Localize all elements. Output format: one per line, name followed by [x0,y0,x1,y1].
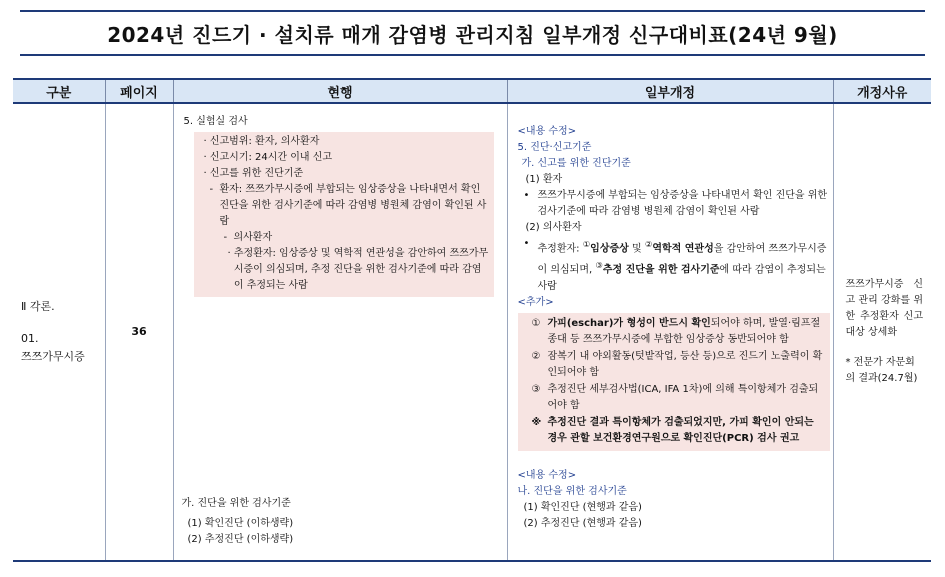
addition-bold: 가피(eschar)가 형성이 반드시 확인 [547,317,711,329]
amendment-subsection: 가. 신고를 위한 진단기준 [521,158,631,169]
comparison-table [13,78,931,562]
current-line [198,230,490,246]
suspect-label: (2) 의사환자 [525,222,582,233]
suspect-bold-3: 추정 진단을 위한 검사기준 [602,264,720,276]
circled-number: ③ [531,383,541,395]
bullet-mark: - [209,184,220,195]
addition-text: 되어야 하며, 발열·림프절종대 등 쯔쯔가무시증에 부합한 임상증상 동반되어야 함 [547,317,821,345]
category-section: Ⅱ 각론. [21,300,55,313]
addition-text: 잠복기 내 야외활동(텃밭작업, 등산 등)으로 진드기 노출력이 확인되어야 함 [547,350,823,378]
header-category: 구분 [13,79,105,103]
current-line [198,246,490,294]
suspect-mid-2: 을 감안하여 쯔쯔가무시증이 의심되며, [537,243,827,276]
bullet-mark: · [203,136,210,147]
current-bottom-heading: 가. 진단을 위한 검사기준 [181,498,291,509]
amendment-bottom-line: (2) 추정진단 (현행과 같음) [523,518,642,529]
bullet-mark: · [227,248,234,259]
header-reason: 개정사유 [833,79,931,103]
category-number: 01. [21,332,39,345]
current-line [198,134,490,150]
amendment-subsection-2: 나. 진단을 위한 검사기준 [517,486,627,497]
amendment-bottom-line: (1) 확인진단 (현행과 같음) [523,502,642,513]
addition-item [532,316,824,348]
current-line [198,182,490,230]
document-title: 2024년 진드기 · 설치류 매개 감염병 관리지침 일부개정 신구대비표(24년 9월) [107,22,838,47]
suspect-mid-1: 및 [628,243,645,255]
title-bar [20,10,925,56]
suspect-pre: 추정환자: [537,243,583,255]
category-name: 쯔쯔가무시증 [21,350,85,363]
line-text: 신고시기: 24시간 이내 신고 [209,152,333,163]
page-cell: 36 [105,103,173,561]
category-cell [13,103,105,561]
suspect-text [538,236,830,295]
circled-number: ① [531,317,541,329]
header-current: 현행 [173,79,507,103]
note-mark: ※ [531,416,542,428]
line-text: 의사환자 [233,232,273,243]
addition-note [532,415,824,447]
tag-add: <추가> [517,296,554,308]
addition-item [532,349,824,381]
current-bottom-block [182,496,494,548]
suspect-bold-1: 임상증상 [590,243,629,255]
patient-label: (1) 환자 [525,174,563,185]
marker-2: ② [644,239,653,249]
header-amendment: 일부개정 [507,79,833,103]
current-bottom-line: (2) 추정진단 (이하생략) [187,534,294,545]
table-header-row [13,79,931,103]
bullet-mark: · [203,168,210,179]
bullet-mark: - [223,232,234,243]
line-text: 신고범위: 환자, 의사환자 [209,136,320,147]
current-line [198,150,490,166]
suspect-bold-2: 역학적 연관성 [652,243,714,255]
reason-cell [833,103,931,561]
current-heading: 5. 실험실 검사 [183,116,248,127]
current-cell [173,103,507,561]
suspect-post: 에 따라 감염이 추정되는 사람 [537,264,826,292]
tag-modify: <내용 수정> [517,126,577,137]
note-text: 추정진단 결과 특이항체가 검출되었지만, 가피 확인이 안되는 경우 관할 보건환경연구원으로 확인진단(PCR) 검사 권고 [547,416,814,444]
reason-note: * 전문가 자문회의 결과(24.7월) [845,357,918,384]
patient-text: 쯔쯔가무시증에 부합되는 임상증상을 나타내면서 확인 진단을 위한 검사기준에 따라 감염병 병원체 감염이 확인된 사람 [537,190,828,217]
header-page: 페이지 [105,79,173,103]
amendment-cell [507,103,833,561]
line-text: 신고를 위한 진단기준 [209,168,304,179]
current-top-block [182,114,494,297]
circled-number: ② [531,350,541,362]
bullet-mark: • [523,190,530,201]
line-text: 추정환자: 임상증상 및 역학적 연관성을 감안하여 쯔쯔가무시증이 의심되며, 추정 진단을 위한 검사기준에 따라 감염이 추정되는 사람 [233,248,489,291]
current-bottom-line: (1) 확인진단 (이하생략) [187,518,294,529]
current-highlight-box [194,132,494,297]
line-text: 환자: 쯔쯔가무시증에 부합되는 임상증상을 나타내면서 확인 진단을 위한 검사기준에 따라 감염병 병원체 감염이 확인된 사람 [219,184,487,227]
reason-text: 쯔쯔가무시증 신고 관리 강화를 위한 추정환자 신고 대상 상세화 [845,279,923,338]
amendment-bottom-block [518,468,830,532]
current-line [198,166,490,182]
patient-item [518,188,830,220]
amendment-top-block [518,124,830,451]
table-row [13,103,931,561]
marker-1: ① [582,239,591,249]
marker-3: ③ [595,260,603,271]
bullet-mark: • [523,238,530,249]
bullet-mark: · [203,152,210,163]
tag-modify-2: <내용 수정> [517,470,577,481]
addition-item [532,382,824,414]
addition-text: 추정진단 세부검사법(ICA, IFA 1차)에 의해 특이항체가 검출되어야 함 [547,383,819,411]
amendment-section: 5. 진단·신고기준 [517,142,592,153]
addition-highlight-box [518,313,830,451]
suspect-item [518,236,830,295]
